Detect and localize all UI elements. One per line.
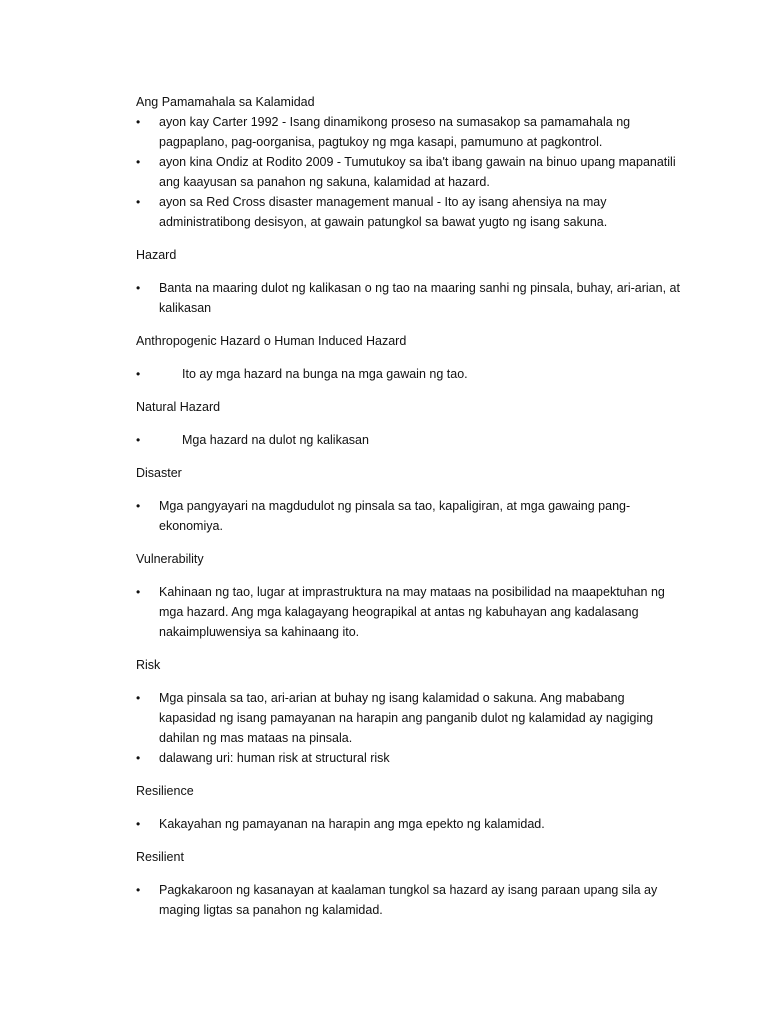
list-item: • Pagkakaroon ng kasanayan at kaalaman tungkol sa hazard ay isang paraan upang sila ay maging ligtas sa panahon ng kalamidad.	[136, 880, 681, 920]
bullet-icon: •	[136, 883, 141, 897]
bullet-list	[136, 582, 681, 642]
bullet-icon: •	[136, 367, 141, 381]
bullet-icon: •	[136, 195, 141, 209]
bullet-icon: •	[136, 155, 141, 169]
section-heading-natural-hazard: Natural Hazard	[136, 400, 221, 414]
bullet-icon: •	[136, 115, 141, 129]
bullet-icon: •	[136, 281, 141, 295]
bullet-list	[136, 496, 681, 536]
list-item: • ayon kay Carter 1992 - Isang dinamikong proseso na sumasakop sa pamamahala ng pagpaplano, pag-oorganisa, pagtukoy ng mga kasapi, pamumuno at pagkontrol.	[136, 112, 681, 152]
bullet-list	[136, 430, 681, 450]
list-item: • Ito ay mga hazard na bunga na mga gawain ng tao.	[136, 364, 681, 384]
section-heading-hazard: Hazard	[136, 248, 177, 262]
list-item: • ayon kina Ondiz at Rodito 2009 - Tumutukoy sa iba't ibang gawain na binuo upang mapanatili ang kaayusan sa panahon ng sakuna, kalamidad at hazard.	[136, 152, 681, 192]
section-heading-resilient: Resilient	[136, 850, 184, 864]
list-item: • Banta na maaring dulot ng kalikasan o ng tao na maaring sanhi ng pinsala, buhay, ari-arian, at kalikasan	[136, 278, 681, 318]
bullet-list	[136, 112, 681, 232]
bullet-icon: •	[136, 691, 141, 705]
bullet-icon: •	[136, 751, 141, 765]
list-item: • Mga pinsala sa tao, ari-arian at buhay ng isang kalamidad o sakuna. Ang mababang kapasidad ng isang pamayanan na harapin ang panganib dulot ng kalamidad ay nagiging dahilan ng mas mataas na pinsala.	[136, 688, 681, 748]
list-item: • dalawang uri: human risk at structural risk	[136, 748, 681, 768]
bullet-list	[136, 814, 681, 834]
list-item: • Kahinaan ng tao, lugar at imprastruktura na may mataas na posibilidad na maapektuhan ng mga hazard. Ang mga kalagayang heograpikal at antas ng kabuhayan ang kadalasang nakaimpluwensiya sa kahinaang ito.	[136, 582, 681, 642]
bullet-list	[136, 688, 681, 768]
list-item: • ayon sa Red Cross disaster management manual - Ito ay isang ahensiya na may administratibong desisyon, at gawain patungkol sa bawat yugto ng isang sakuna.	[136, 192, 681, 232]
section-heading-risk: Risk	[136, 658, 161, 672]
section-heading-anthropogenic: Anthropogenic Hazard o Human Induced Hazard	[136, 334, 407, 348]
bullet-list	[136, 364, 681, 384]
bullet-icon: •	[136, 499, 141, 513]
list-item: • Mga hazard na dulot ng kalikasan	[136, 430, 681, 450]
bullet-icon: •	[136, 433, 141, 447]
section-heading-disaster: Disaster	[136, 466, 182, 480]
section-heading-resilience: Resilience	[136, 784, 194, 798]
list-item: • Mga pangyayari na magdudulot ng pinsala sa tao, kapaligiran, at mga gawaing pang-ekonomiya.	[136, 496, 681, 536]
bullet-list	[136, 880, 681, 920]
bullet-icon: •	[136, 817, 141, 831]
document-page	[136, 92, 681, 920]
list-item: • Kakayahan ng pamayanan na harapin ang mga epekto ng kalamidad.	[136, 814, 681, 834]
section-heading-vulnerability: Vulnerability	[136, 552, 204, 566]
section-heading-pamamahala: Ang Pamamahala sa Kalamidad	[136, 95, 315, 109]
bullet-icon: •	[136, 585, 141, 599]
bullet-list	[136, 278, 681, 318]
